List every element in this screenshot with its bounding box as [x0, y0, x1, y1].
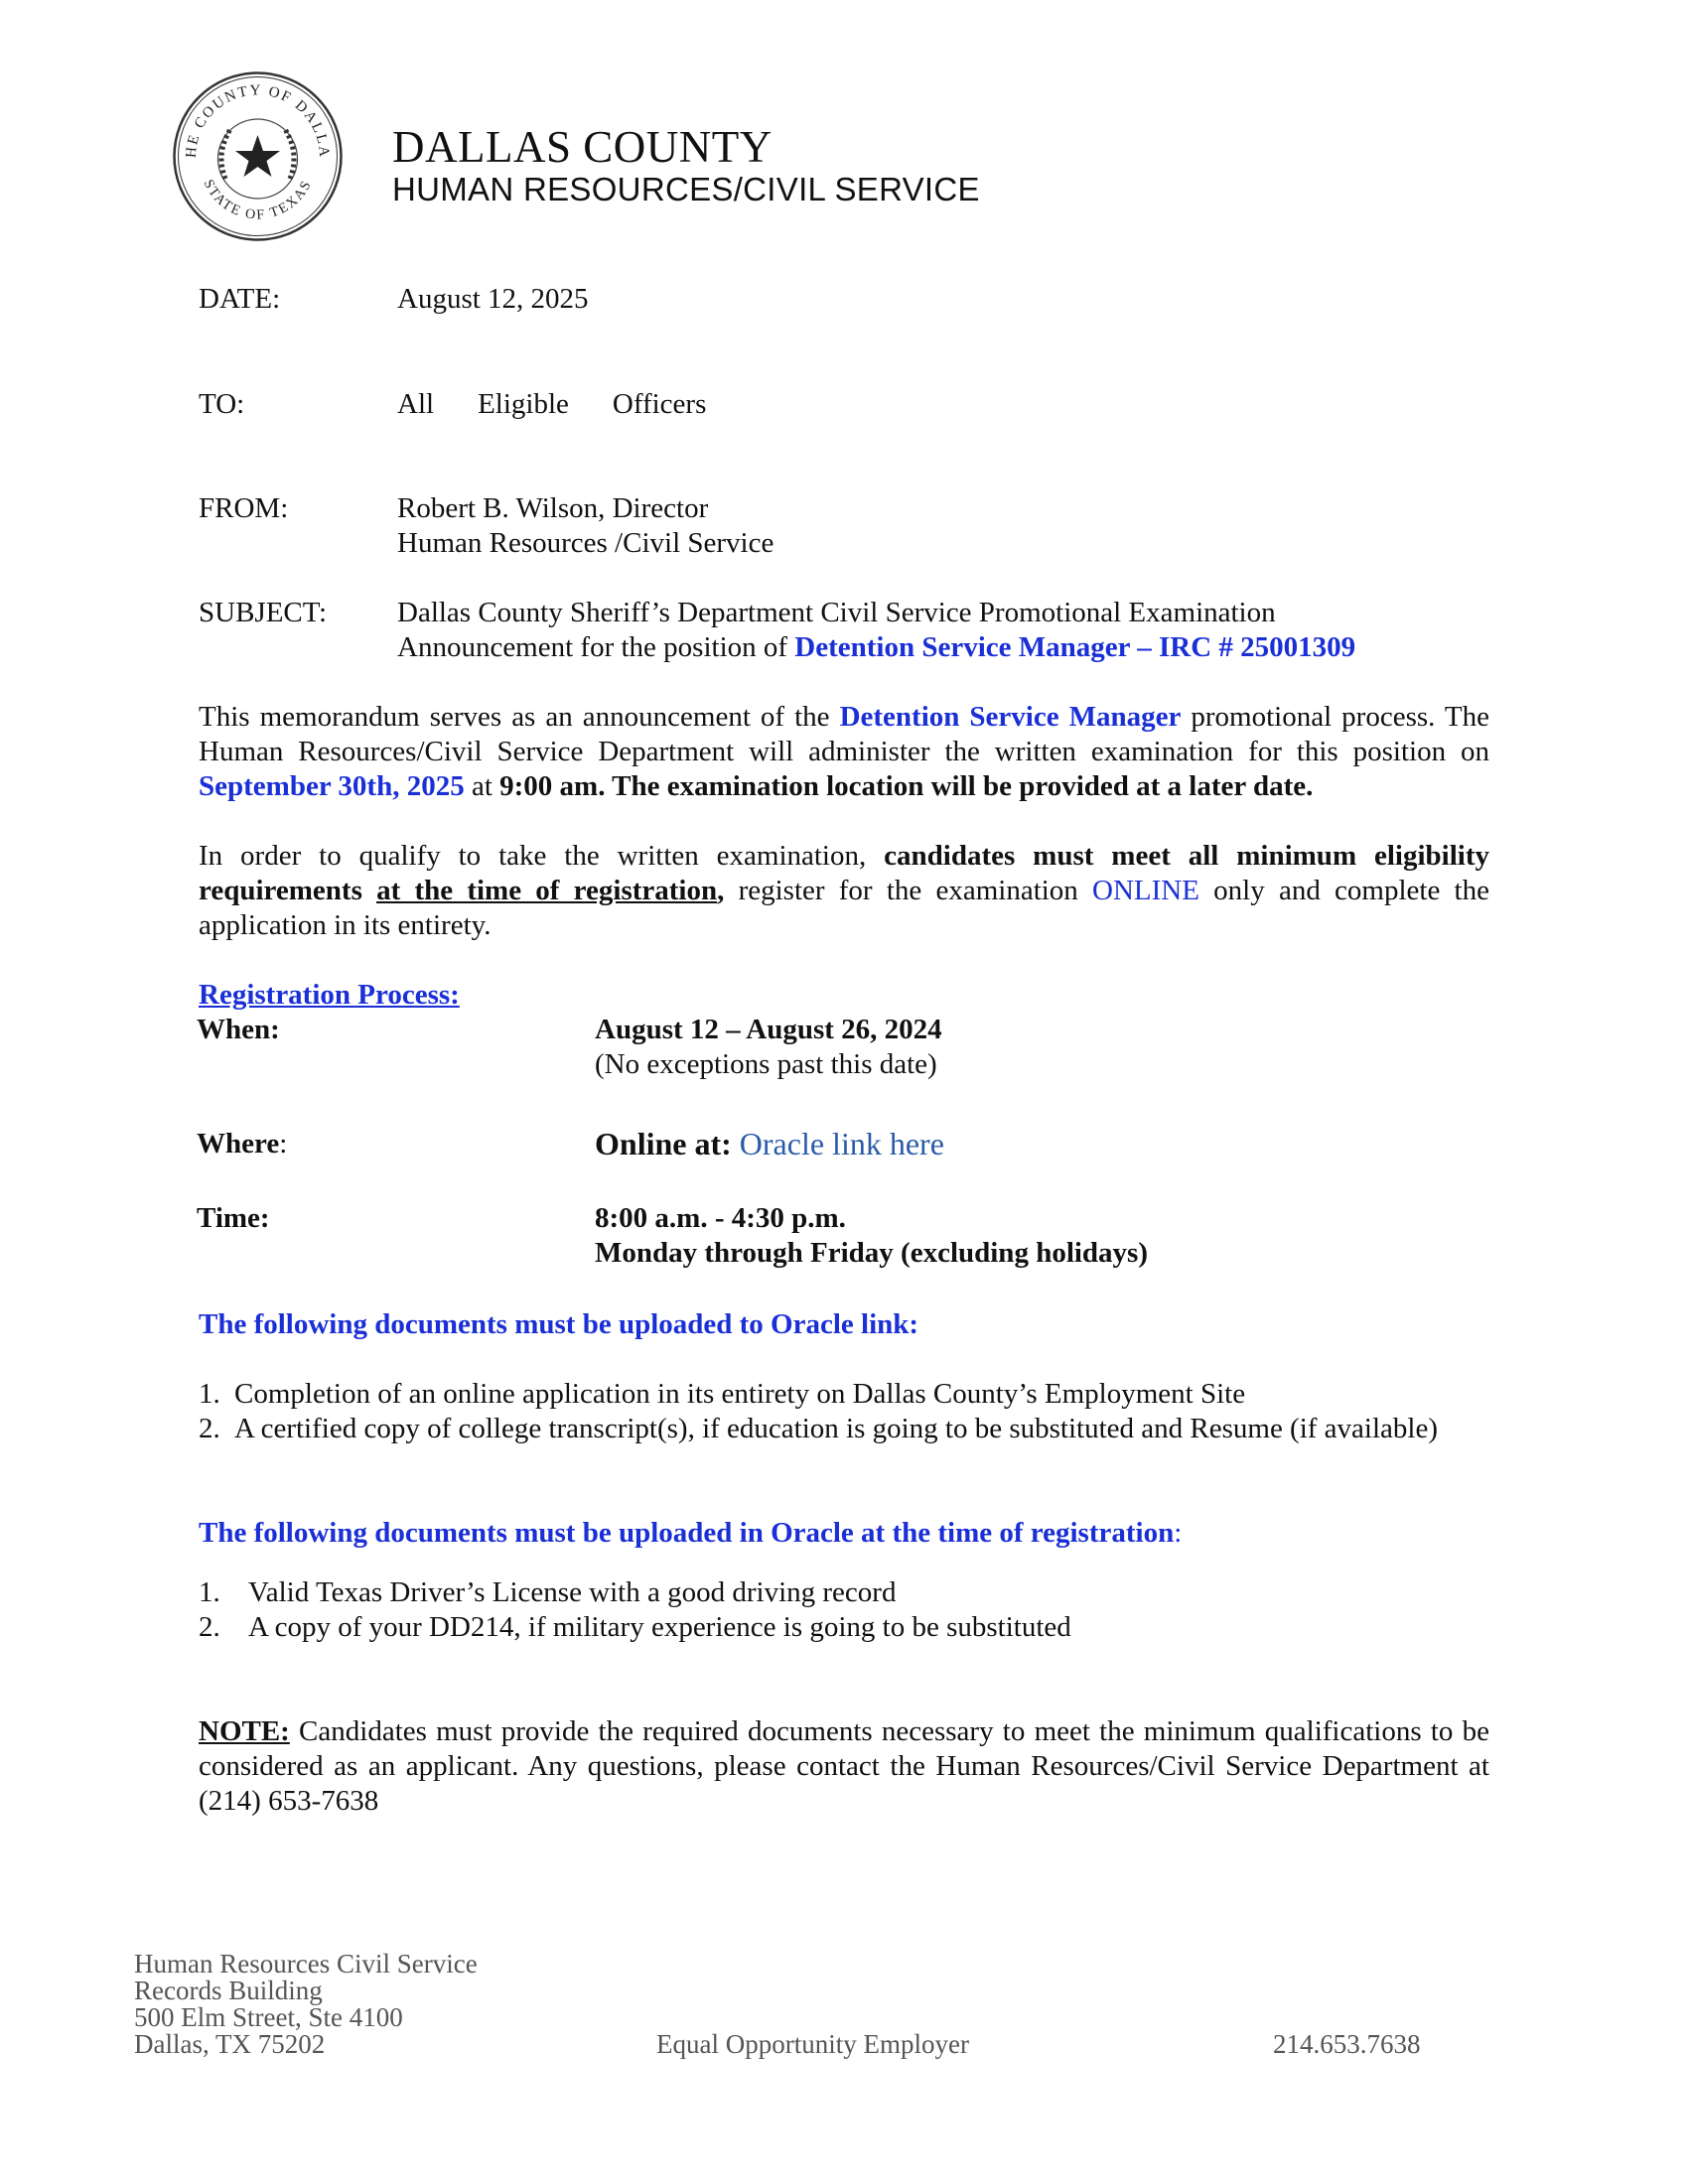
date-value: August 12, 2025 — [397, 283, 589, 315]
exam-date: September 30th, 2025 — [199, 770, 465, 802]
footer-phone: 214.653.7638 — [1273, 2029, 1421, 2059]
time-days: Monday through Friday (excluding holidays) — [595, 1237, 1149, 1269]
registration-heading[interactable]: Registration Process: — [199, 979, 460, 1011]
qualification-paragraph: In order to qualify to take the written examination, candidates must meet all minimum eligibility requirements at the time of registration, register for the examination ONLINE only and complete the application in its entirety. — [199, 840, 1489, 941]
footer-address-line2: Records Building — [134, 1976, 323, 2005]
footer-eoe: Equal Opportunity Employer — [656, 2029, 969, 2059]
when-label: When: — [197, 1014, 280, 1045]
position-title: Detention Service Manager – IRC # 25001309 — [794, 631, 1356, 663]
subject-label: SUBJECT: — [199, 597, 328, 628]
svg-text:STATE OF TEXAS — [201, 178, 316, 223]
where-value: Online at: Oracle link here — [595, 1126, 944, 1161]
note-paragraph: NOTE: Candidates must provide the required documents necessary to meet the minimum qualifications to be considered as an applicant. Any questions, please contact the Human Resources/Civil Service Department at (214) 653-7638 — [199, 1715, 1489, 1817]
department-title: HUMAN RESOURCES/CIVIL SERVICE — [392, 171, 980, 207]
oracle-link[interactable]: Oracle link here — [739, 1126, 944, 1161]
footer-address-line1: Human Resources Civil Service — [134, 1949, 478, 1979]
list-item: 1. Valid Texas Driver’s License with a good driving record — [199, 1576, 897, 1608]
docs-oracle-list — [199, 1377, 1470, 1446]
seal-top-text: HE COUNTY OF DALLA — [183, 82, 333, 160]
seal-bottom-text: STATE OF TEXAS — [200, 177, 316, 223]
to-label: TO: — [199, 388, 245, 420]
footer-address-line4: Dallas, TX 75202 — [134, 2029, 326, 2059]
when-value: August 12 – August 26, 2024 — [595, 1014, 942, 1045]
time-value: 8:00 a.m. - 4:30 p.m. — [595, 1202, 846, 1234]
docs-registration-heading: The following documents must be uploaded in Oracle at the time of registration: — [199, 1517, 1183, 1549]
to-value: All Eligible Officers — [397, 388, 707, 420]
list-item: 1. Completion of an online application in its entirety on Dallas County’s Employment Site — [199, 1378, 1246, 1410]
svg-text:THE COUNTY OF DALLAS — [171, 69, 332, 159]
time-label: Time: — [197, 1202, 270, 1234]
county-seal — [171, 69, 345, 243]
from-label: FROM: — [199, 492, 289, 524]
subject-line1: Dallas County Sheriff’s Department Civil Service Promotional Examination — [397, 597, 1276, 628]
list-item: 2. A copy of your DD214, if military experience is going to be substituted — [199, 1611, 1071, 1643]
footer-address-line3: 500 Elm Street, Ste 4100 — [134, 2002, 403, 2032]
from-name: Robert B. Wilson, Director — [397, 492, 709, 524]
list-item: 2. A certified copy of college transcript(s), if education is going to be substituted and Resume (if available) — [199, 1413, 1438, 1444]
subject-line2: Announcement for the position of Detention Service Manager – IRC # 25001309 — [397, 631, 1356, 663]
from-dept: Human Resources /Civil Service — [397, 527, 774, 559]
docs-registration-list — [199, 1575, 1470, 1645]
when-note: (No exceptions past this date) — [595, 1048, 937, 1080]
announcement-paragraph: This memorandum serves as an announcement of the Detention Service Manager promotional process. The Human Resources/Civil Service Department will administer the written examination for this position on September 30th, 2025 at 9:00 am. The examination location will be provided at a later date. — [199, 701, 1489, 802]
county-title: DALLAS COUNTY — [392, 122, 773, 172]
docs-oracle-heading: The following documents must be uploaded to Oracle link: — [199, 1308, 919, 1340]
note-label: NOTE: — [199, 1715, 290, 1747]
where-label: Where: — [197, 1128, 288, 1160]
date-label: DATE: — [199, 283, 281, 315]
